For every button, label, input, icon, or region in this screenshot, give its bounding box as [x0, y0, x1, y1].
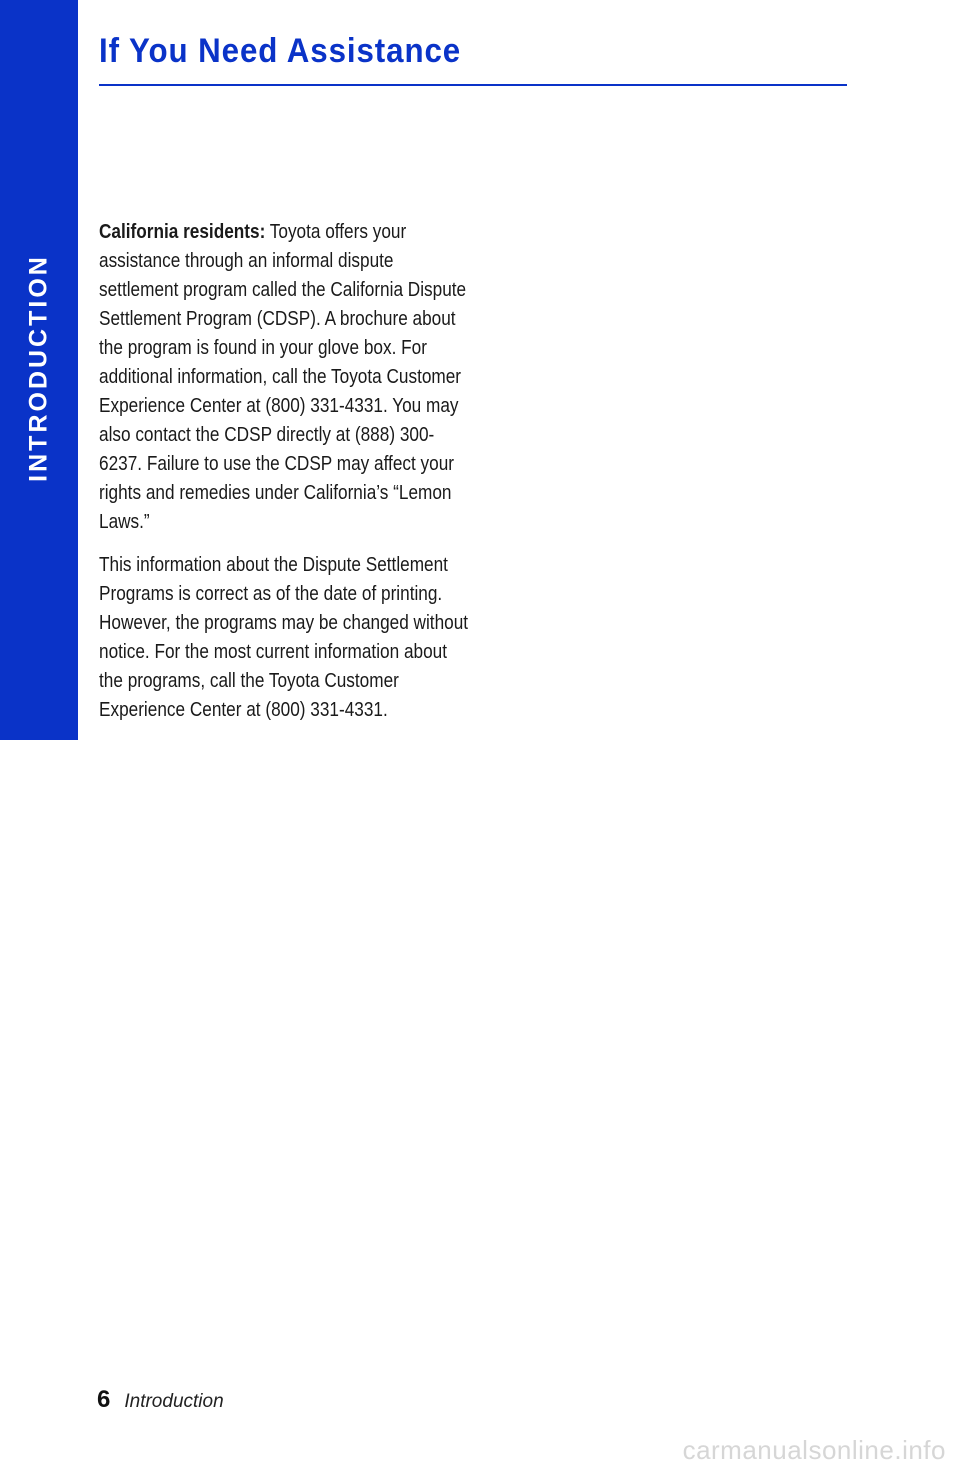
california-residents-paragraph	[99, 218, 469, 537]
page-title: If You Need Assistance	[99, 32, 462, 70]
section-side-tab	[0, 0, 78, 740]
paragraph-text: Toyota offers your assistance through an informal dispute settlement program called the California Dispute Settlement Program (CDSP). A brochure about the program is found in your glove box. For additional information, call the Toyota Customer Experience Center at (800) 331-4331. You may also contact the CDSP directly at (888) 300-6237. Failure to use the CDSP may affect your rights and remedies under California’s “Lemon Laws.”	[99, 221, 467, 533]
page-number: 6	[97, 1386, 111, 1413]
page-footer	[97, 1386, 224, 1414]
title-divider	[99, 84, 847, 86]
section-tab-label: INTRODUCTION	[24, 254, 53, 482]
dispute-info-paragraph: This information about the Dispute Settlement Programs is correct as of the date of printing. However, the programs may be changed without notice. For the most current information about the programs, call the Toyota Customer Experience Center at (800) 331-4331.	[99, 554, 469, 721]
paragraph-lead: California residents:	[99, 221, 266, 243]
footer-section-name: Introduction	[124, 1391, 224, 1412]
watermark: carmanualsonline.info	[682, 1435, 946, 1465]
main-content	[99, 218, 471, 739]
